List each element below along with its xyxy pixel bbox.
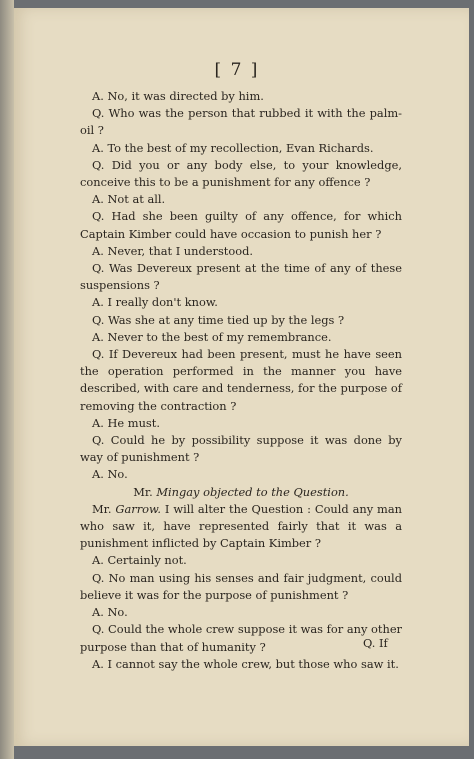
objection-italic: Mingay objected to the Question. (156, 484, 349, 499)
binding-fold (0, 0, 14, 759)
text-line: A. Certainly not. (92, 553, 187, 568)
catchword: Q. If (363, 636, 388, 650)
text-line: A. No. (92, 605, 128, 620)
text-line: Q. Had she been guilty of any offence, for which Captain Kimber could have occasion to punish her ? (80, 209, 402, 241)
text-line: A. I cannot say the whole crew, but those who saw it. (92, 656, 399, 671)
text-line: A. I really don't know. (92, 295, 218, 310)
text-line: A. He must. (92, 415, 160, 430)
text-line: Q. If Devereux had been present, must he have seen the operation performed in the manner you have described, with care and tenderness, for the purpose of removing the contraction ? (80, 347, 402, 413)
objection-name: Mr. (133, 484, 157, 499)
objection-line (80, 484, 402, 501)
text-line: A. Never to the best of my remembrance. (92, 329, 332, 344)
garrow-name: Garrow. (115, 501, 162, 516)
text-line: Q. Was Devereux present at the time of any of these suspensions ? (80, 261, 402, 293)
text-line: Q. Could he by possibility suppose it was done by way of punishment ? (80, 433, 402, 465)
text-line: Q. No man using his senses and fair judgment, could believe it was for the purpose of punishment ? (80, 570, 402, 602)
page-text (80, 88, 402, 673)
text-line: Q. Who was the person that rubbed it with the palm-oil ? (80, 106, 402, 138)
text-line: Q. Did you or any body else, to your knowledge, conceive this to be a punishment for any offence ? (80, 157, 402, 190)
garrow-line (80, 501, 402, 553)
text-line: A. To the best of my recollection, Evan Richards. (92, 140, 374, 155)
text-line: A. Never, that I understood. (92, 243, 254, 258)
page-number: [ 7 ] (214, 60, 260, 80)
garrow-rest: I will alter the Question : Could any man who saw it, have represented fairly that it was a punishment inflicted by Captain Kimber ? (80, 501, 402, 551)
text-line: A. No. (92, 467, 128, 482)
text-line: A. Not at all. (92, 192, 166, 207)
text-line: A. No, it was directed by him. (92, 89, 264, 103)
garrow-lead: Mr. (92, 501, 116, 516)
text-line: Q. Was she at any time tied up by the legs ? (92, 312, 345, 327)
text-line: Q. Could the whole crew suppose it was for any other purpose than that of humanity ? (80, 622, 402, 654)
